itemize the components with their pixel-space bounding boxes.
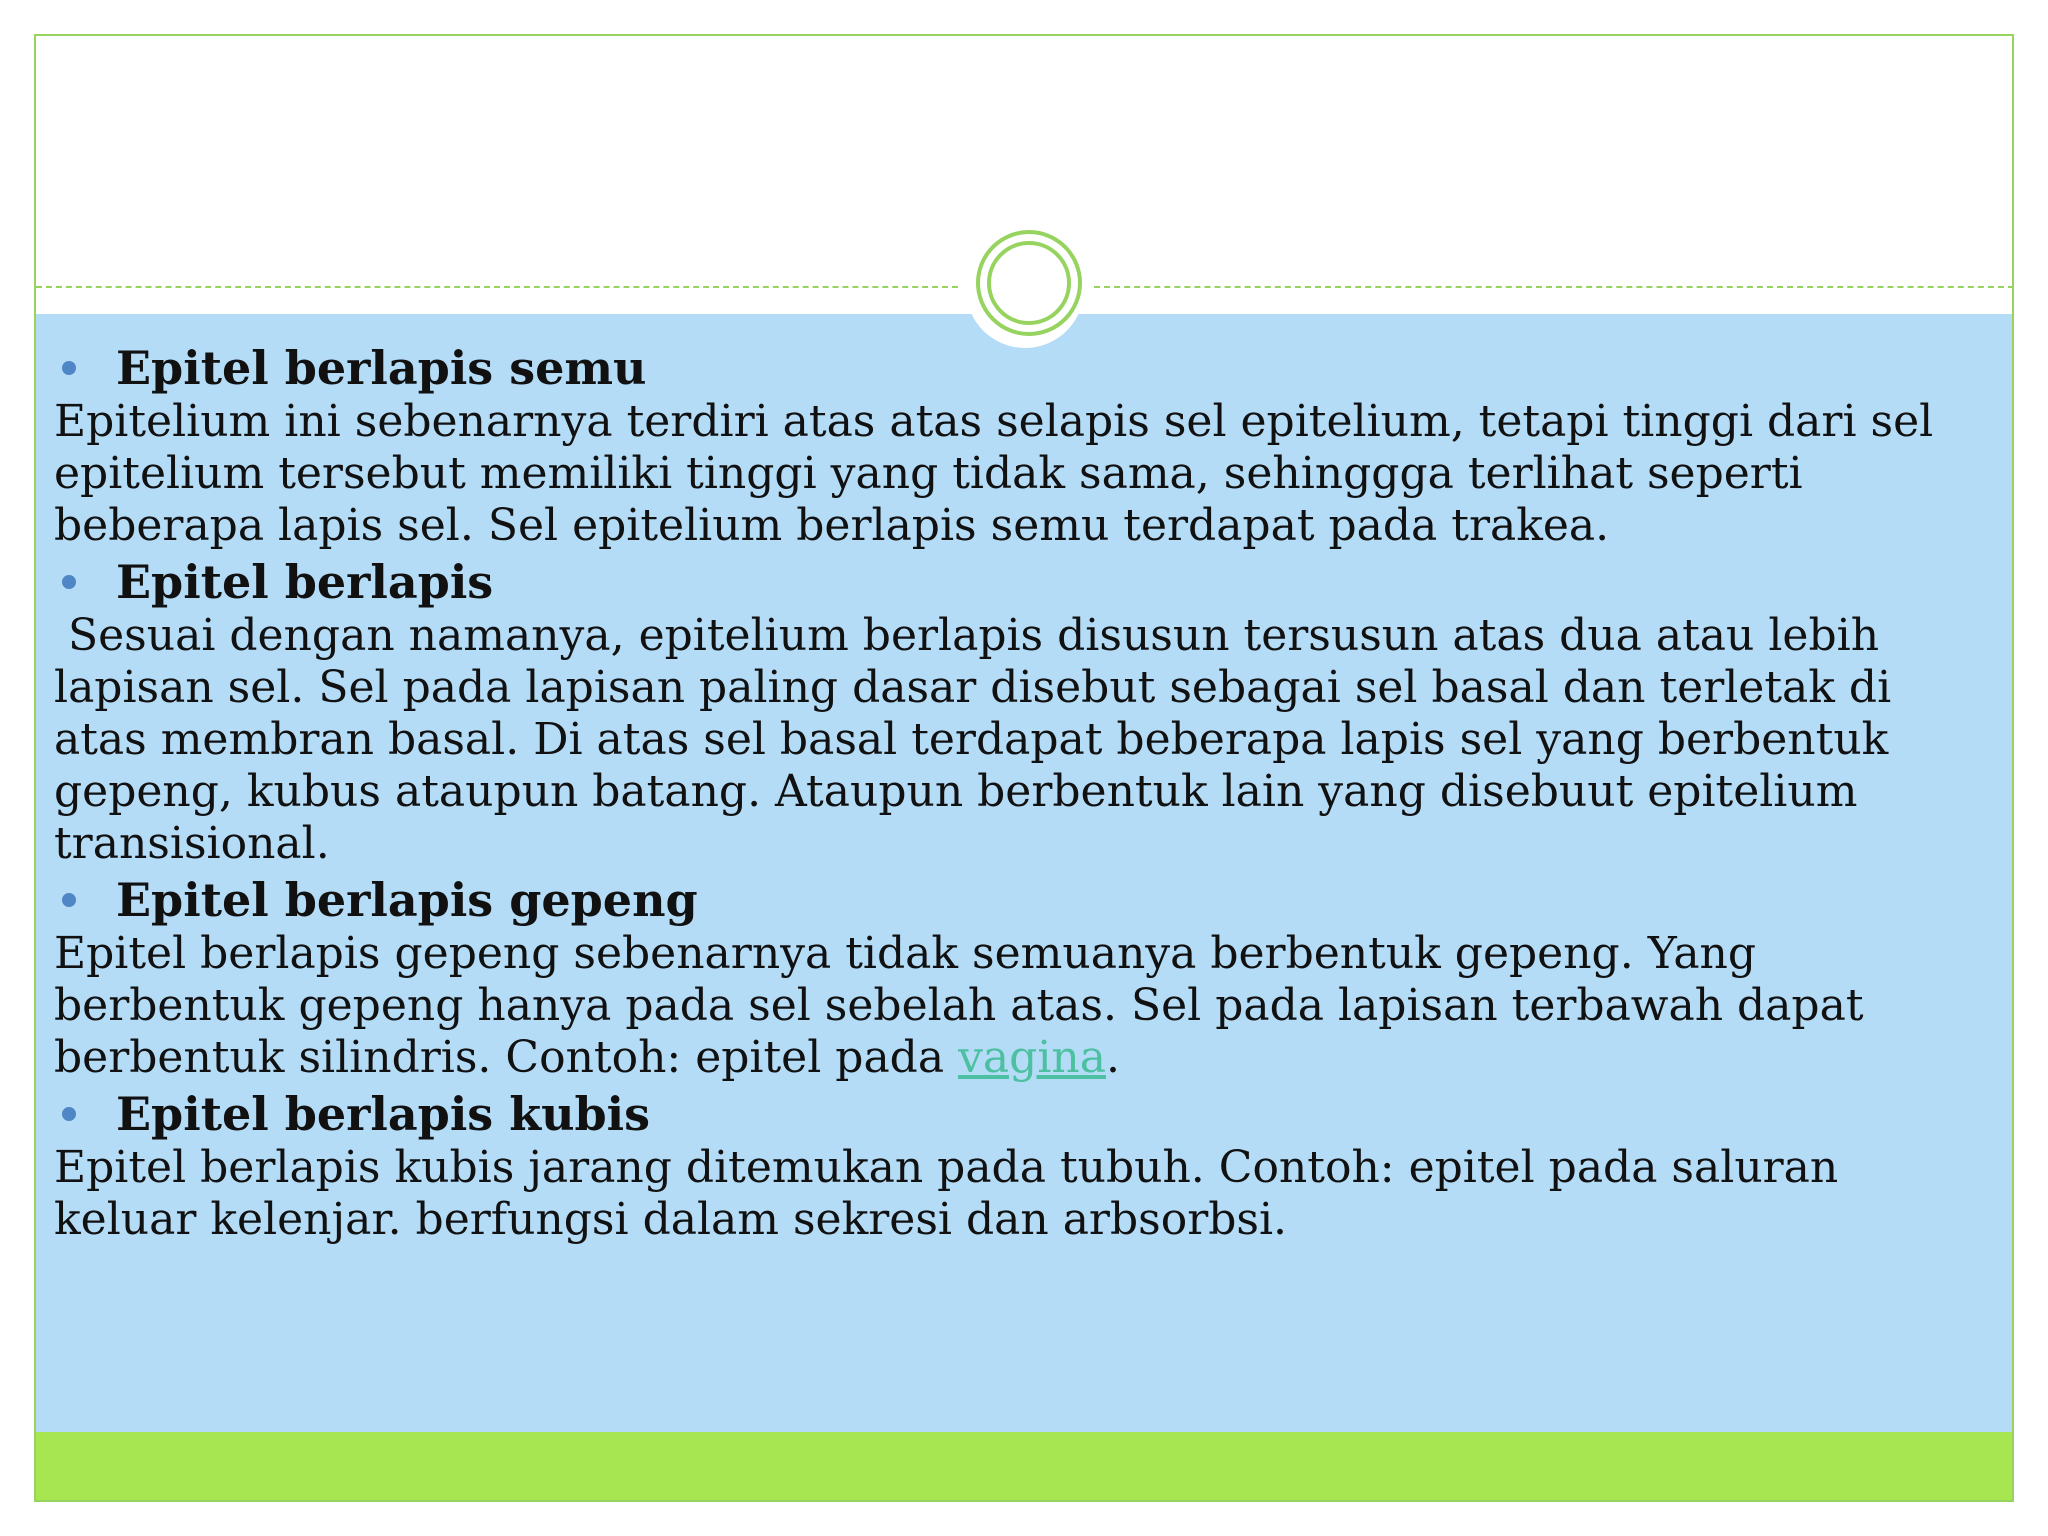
bullet-icon — [62, 575, 76, 589]
section-paragraph: Sesuai dengan namanya, epitelium berlapis disusun tersusun atas dua atau lebih lapisan sel. Sel pada lapisan paling dasar disebut sebagai sel basal dan terletak di atas membran basal. Di atas sel basal terdapat beberapa lapis sel yang berbentuk gepeng, kubus ataupun batang. Ataupun berbentuk lain yang disebuut epitelium transisional. — [54, 610, 1906, 869]
paragraph-text-end: . — [1105, 1032, 1120, 1083]
section-paragraph — [54, 928, 1954, 1084]
footer-bar — [36, 1432, 2012, 1502]
header-divider-right — [1094, 286, 2014, 288]
section-heading — [54, 872, 1954, 928]
vagina-link[interactable]: vagina — [958, 1032, 1106, 1083]
section-heading — [54, 554, 1954, 610]
section-heading — [54, 340, 1954, 396]
section-paragraph: Epitelium ini sebenarnya terdiri atas atas selapis sel epitelium, tetapi tinggi dari sel epitelium tersebut memiliki tinggi yang tidak sama, sehinggga terlihat seperti beberapa lapis sel. Sel epitelium berlapis semu terdapat pada trakea. — [54, 396, 1948, 551]
circle-ornament-inner-ring — [987, 241, 1071, 325]
section-heading-text: Epitel berlapis — [116, 555, 494, 609]
paragraph-text: Epitel berlapis gepeng sebenarnya tidak semuanya berbentuk gepeng. Yang berbentuk gepeng hanya pada sel sebelah atas. Sel pada lapisan terbawah dapat berbentuk silindris. Contoh: epitel pada — [54, 928, 1878, 1083]
header-divider-left — [36, 286, 958, 288]
bullet-icon — [62, 361, 76, 375]
section-heading — [54, 1086, 1954, 1142]
section-heading-text: Epitel berlapis gepeng — [116, 873, 698, 927]
slide-text-body — [54, 340, 1954, 1248]
bullet-icon — [62, 893, 76, 907]
bullet-icon — [62, 1107, 76, 1121]
section-heading-text: Epitel berlapis semu — [116, 341, 647, 395]
section-paragraph: Epitel berlapis kubis jarang ditemukan pada tubuh. Contoh: epitel pada saluran keluar kelenjar. berfungsi dalam sekresi dan arbsorbsi. — [54, 1142, 1853, 1245]
section-heading-text: Epitel berlapis kubis — [116, 1087, 651, 1141]
